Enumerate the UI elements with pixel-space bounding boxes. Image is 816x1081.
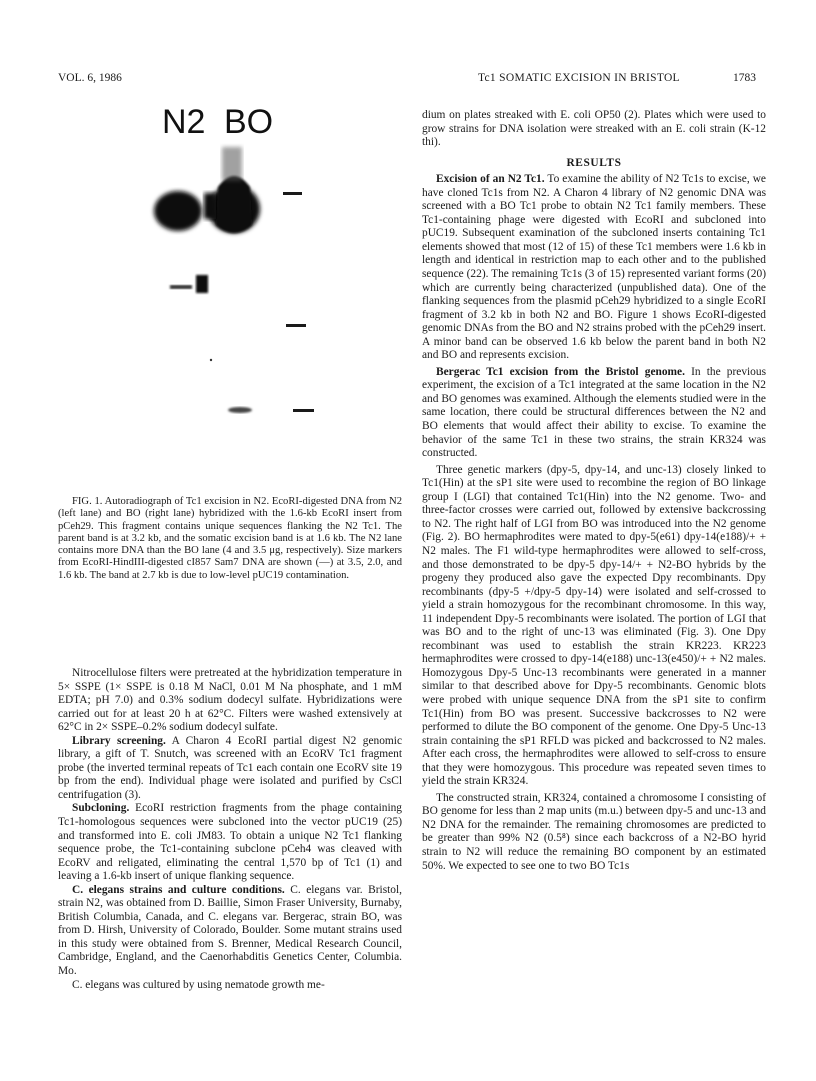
heading-subcloning: Subcloning. xyxy=(72,802,130,815)
section-heading-results: RESULTS xyxy=(566,156,622,169)
heading-bergerac-excision: Bergerac Tc1 excision from the Bristol genome. xyxy=(436,365,685,378)
figure-1-autoradiograph xyxy=(126,103,316,488)
figure-1-caption xyxy=(58,496,402,582)
lane-label-bo: BO xyxy=(224,103,274,141)
paragraph-culture-continued: dium on plates streaked with E. coli OP50 (2). Plates which were used to grow strains for DNA isolation were streaked with an E. coli strain (K-12 thi). xyxy=(422,109,766,149)
paragraph-hybridization: Nitrocellulose filters were pretreated at the hybridization temperature in 5× SSPE (1× SSPE is 0.18 M NaCl, 0.01 M Na phosphate, and 1 mM EDTA; pH 7.0) and 0.3% sodium dodecyl sulfate. Hybridizations were carried out for at least 20 h at 62°C. Filters were washed extensively at 62°C in 2× SSPE–0.2% sodium dodecyl sulfate. xyxy=(58,667,402,734)
heading-strains: C. elegans strains and culture conditions. xyxy=(72,883,285,896)
gel-image xyxy=(126,143,316,483)
paragraph-culture: C. elegans was cultured by using nematode growth me- xyxy=(72,978,325,991)
excision-bands-1-6kb xyxy=(210,359,252,413)
band-bridge xyxy=(204,193,216,219)
heading-library-screening: Library screening. xyxy=(72,734,166,747)
right-column xyxy=(422,109,766,873)
paragraph-excision-n2: To examine the ability of N2 Tc1s to excise, we have cloned Tc1s from N2. A Charon 4 library of N2 genomic DNA was screened with a BO Tc1 probe to obtain N2 Tc1 family members. These Tc1-containing phage were digested with EcoRI and subcloned into pUC19. Subsequent examination of the subcloned inserts containing Tc1 elements showed that most (12 of 15) of these Tc1 members were 1.6 kb in length and identical in restriction map to each other and to the published sequence (22). The remaining Tc1s (3 of 15) represented variant forms (20) which are currently being characterized (unpublished data). One of the flanking sequences from the plasmid pCeh29 hybridized to a single EcoRI fragment of 3.2 kb in both N2 and BO. Figure 1 shows EcoRI-digested genomic DNAs from the BO and N2 strains probed with the pCeh29 insert. A minor band can be observed 1.6 kb below the parent band in both N2 and BO and represents excision. xyxy=(422,173,766,362)
page-number: 1783 xyxy=(733,72,756,84)
left-column xyxy=(58,667,402,992)
running-header-volume: VOL. 6, 1986 xyxy=(58,72,122,84)
size-marker-2-0kb xyxy=(286,324,306,327)
heading-excision-n2: Excision of an N2 Tc1. xyxy=(436,173,545,186)
running-header-title: Tc1 SOMATIC EXCISION IN BRISTOL xyxy=(478,72,680,84)
size-marker-1-6kb xyxy=(293,409,314,412)
caption-text: FIG. 1. Autoradiograph of Tc1 excision in N2. EcoRI-digested DNA from N2 (left lane) and BO (right lane) hybridized with the 1.6-kb EcoRI insert from pCeh29. This fragment contains unique sequences flanking the N2 Tc1. The parent band is at 3.2 kb, and the somatic excision band is at 1.6 kb. The N2 lane contains more DNA than the BO lane (4 and 3.5 μg, respectively). Size markers from EcoRI-HindIII-digested cI857 Sam7 DNA are shown (—) at 3.5, 2.0, and 1.6 kb. The band at 2.7 kb is due to low-level pUC19 contamination. xyxy=(58,496,402,581)
size-marker-3-5kb xyxy=(283,192,302,195)
paragraph-library-screening: A Charon 4 EcoRI partial digest N2 genomic library, a gift of T. Snutch, was screened with an EcoRV Tc1 fragment probe (the inverted terminal repeats of Tc1 each contain one EcoRV site 19 bp from the end). Individual phage were isolated and purified by CsCl centrifugation (3). xyxy=(58,734,402,801)
lane-label-n2: N2 xyxy=(162,103,206,141)
paragraph-genetic-markers: Three genetic markers (dpy-5, dpy-14, and unc-13) closely linked to Tc1(Hin) at the sP1 site were used to recombine the region of BO linkage group I (LGI) that contained Tc1(Hin) into the N2 genome. Two- and three-factor crosses were carried out, followed by extensive backcrossing to N2. The right half of LGI from BO was introduced into the N2 genome (Fig. 2). BO hermaphrodites were mated to dpy-5(e61) dpy-14(e188)/+ + N2 males. The F1 wild-type hermaphrodites were allowed to self-cross, and those demonstrated to be dpy-5 dpy-14/+ + N2-BO hybrids by the progeny they produced also gave the expected Dpy recombinants. Dpy recombinants (dpy-5 +/dpy-5 dpy-14) were isolated and self-crossed to yield a strain homozygous for the recombinant chromosome. In this way, 11 independent Dpy-5 recombinants were isolated. The portion of LGI that was BO and to the right of unc-13 was eliminated (Fig. 3). One Dpy recombinant was used to establish the strain KR223. KR223 hermaphrodites were crossed to dpy-14(e188) unc-13(e450)/+ + N2 males. Homozygous Dpy-5 Unc-13 recombinants were generated in a manner similar to that described above for Dpy-5 recombinants. Genomic blots were probed with unique sequence DNA from the sP1 site to confirm Tc1(Hin) from BO was present. Successive backcrosses to N2 were performed to dilute the BO component of the genome. One Dpy-5 Unc-13 strain containing the sP1 RFLD was picked and backcrossed to N2 males. After each cross, the hermaphrodites were allowed to self-cross to ensure that they were homozygous. This procedure was repeated seven times to yield the strain KR324. xyxy=(422,463,766,788)
paragraph-strains: C. elegans var. Bristol, strain N2, was obtained from D. Baillie, Simon Fraser University, Burnaby, British Columbia, Canada, and C. elegans var. Bergerac, strain BO, was from D. Hirsh, University of Colorado, Boulder. Some mutant strains used in this study were obtained from S. Brenner, Medical Research Council, Cambridge, England, and the Caenorhabditis Genetics Center, Columbia. Mo. xyxy=(58,883,402,978)
contamination-band-2-7kb xyxy=(170,275,208,293)
paragraph-constructed-strain: The constructed strain, KR324, contained a chromosome I consisting of BO genome for less than 2 map units (m.u.) between dpy-5 and unc-13 and N2 DNA for the remainder. The remaining chromosomes are predicted to be greater than 99% N2 (0.5⁸) since each backcross of a N2-BO hyrid strain to N2 will reduce the remaining BO component by an estimated 50%. We expected to see one to two BO Tc1s xyxy=(422,791,766,872)
paragraph-subcloning: EcoRI restriction fragments from the phage containing Tc1-homologous sequences were subcloned into the vector pUC19 (25) and transformed into E. coli JM83. To obtain a unique N2 Tc1 flanking sequence probe, the Tc1-containing subclone pCeh4 was cleaved with EcoRV and religated, eliminating the central 1,570 bp of Tc1 (1) and leaving a 1.6-kb insert of unique flanking sequence. xyxy=(58,802,402,883)
paragraph-bergerac-excision: In the previous experiment, the excision of a Tc1 integrated at the same location in the N2 and BO genomes was examined. Although the elements studied were in the same location, there could be structural differences between the N2 and BO elements that would affect their ability to excise. To examine the behavior of the same Tc1 in these two strains, the strain KR324 was constructed. xyxy=(422,365,766,460)
parent-band-n2 xyxy=(154,191,202,231)
parent-band-bo xyxy=(208,147,260,233)
